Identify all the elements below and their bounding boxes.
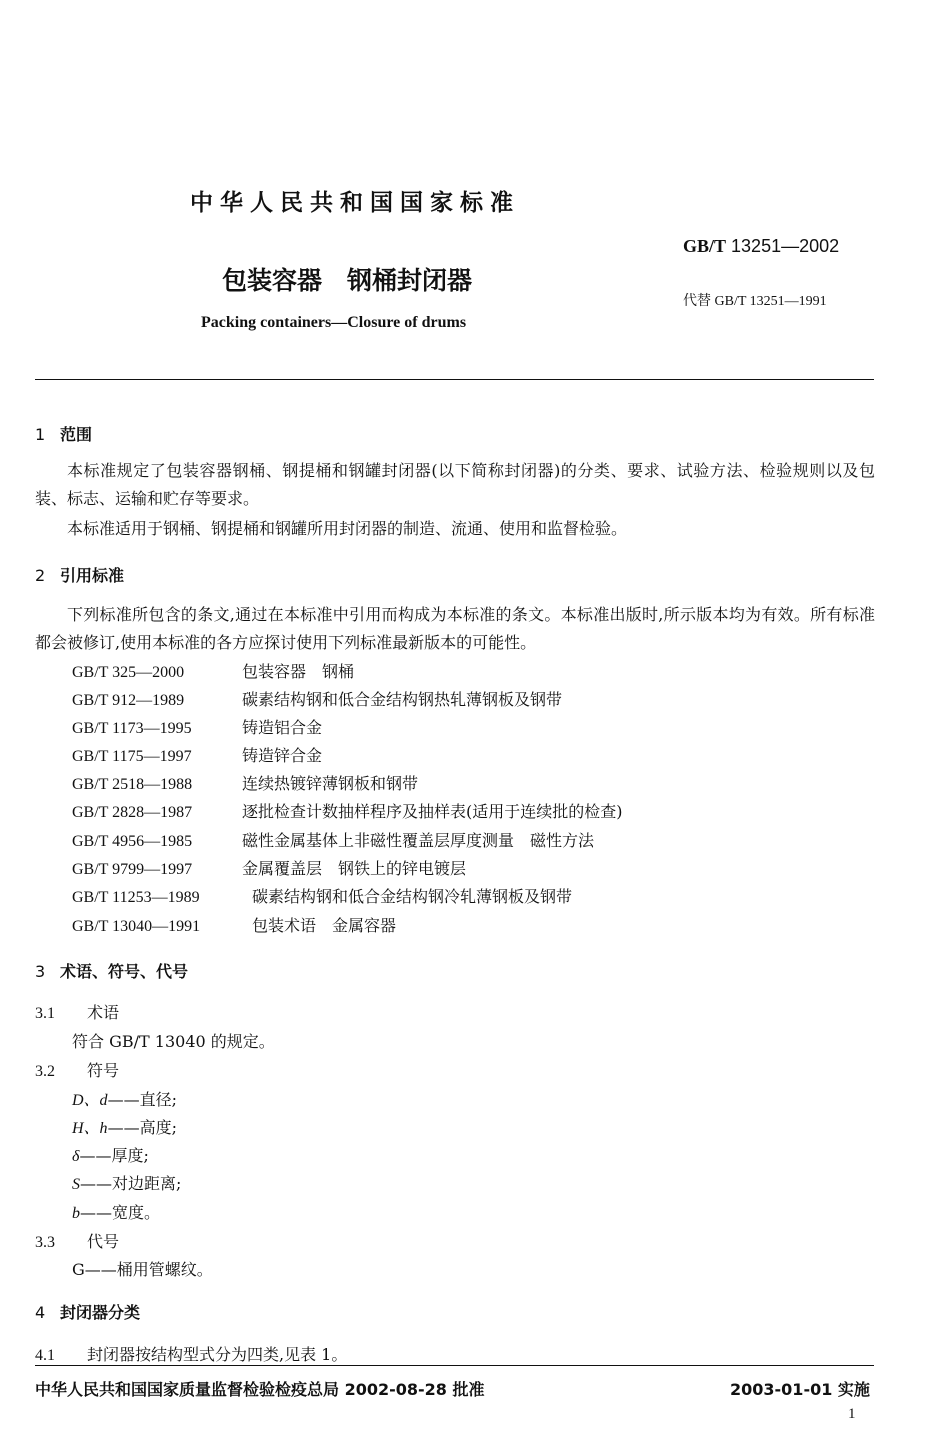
ref-title: 逐批检查计数抽样程序及抽样表(适用于连续批的检查)	[242, 802, 623, 821]
symbol-item	[72, 1143, 149, 1166]
ref-code: GB/T 2828—1987	[72, 804, 193, 821]
reference-item	[72, 771, 418, 794]
ref-title: 铸造锌合金	[242, 746, 323, 765]
national-standard-heading: 中华人民共和国国家标准	[190, 190, 520, 216]
subsection-title: 符号	[87, 1061, 120, 1080]
footer-divider	[35, 1365, 874, 1366]
ref-code: GB/T 9799—1997	[72, 861, 193, 878]
section-title: 术语、符号、代号	[60, 962, 189, 981]
symbol: D、d	[72, 1092, 108, 1109]
subsection-text: 封闭器按结构型式分为四类,见表 1。	[87, 1345, 348, 1364]
ref-code: GB/T 1173—1995	[72, 720, 192, 737]
section-title: 引用标准	[60, 566, 125, 585]
section-title: 范围	[60, 425, 93, 444]
approval-authority: 中华人民共和国国家质量监督检验检疫总局 2002-08-28 批准	[35, 1380, 485, 1399]
ref-code: GB/T 325—2000	[72, 664, 185, 681]
ref-title: 铸造铝合金	[242, 718, 323, 737]
subsection-number: 3.2	[35, 1063, 55, 1080]
symbol-item	[72, 1087, 177, 1110]
section-number: 2	[35, 566, 46, 585]
terms-text: 符合 GB/T 13040 的规定。	[72, 1032, 275, 1051]
ref-title: 碳素结构钢和低合金结构钢冷轧薄钢板及钢带	[252, 887, 573, 906]
ref-title: 连续热镀锌薄钢板和钢带	[242, 774, 419, 793]
replaces-standard: 代替 GB/T 13251—1991	[683, 294, 827, 309]
section-4-heading	[35, 1300, 140, 1323]
symbol-definition: ——对边距离;	[80, 1174, 182, 1193]
symbol-definition: ——高度;	[107, 1118, 177, 1137]
ref-code: GB/T 912—1989	[72, 692, 185, 709]
subsection-number: 3.1	[35, 1005, 55, 1022]
reference-item	[72, 799, 623, 822]
reference-item	[72, 715, 322, 738]
subsection-3-1	[35, 1000, 119, 1023]
symbol: H、h	[72, 1120, 108, 1137]
section-number: 4	[35, 1303, 46, 1322]
ref-code: GB/T 4956—1985	[72, 833, 193, 850]
ref-title: 金属覆盖层 钢铁上的锌电镀层	[242, 859, 467, 878]
subsection-3-3	[35, 1229, 119, 1252]
section-2-paragraph: 下列标准所包含的条文,通过在本标准中引用而构成为本标准的条文。本标准出版时,所示版本均为有效。所有标准都会被修订,使用本标准的各方应探讨使用下列标准最新版本的可能性。	[35, 605, 875, 652]
ref-title: 包装术语 金属容器	[252, 916, 397, 935]
symbol-definition: ——直径;	[107, 1090, 177, 1109]
header-divider	[35, 379, 874, 380]
subsection-title: 术语	[87, 1003, 120, 1022]
symbol: δ	[72, 1148, 80, 1165]
section-2-heading	[35, 563, 124, 586]
ref-code: GB/T 1175—1997	[72, 748, 192, 765]
ref-title: 包装容器 钢桶	[242, 662, 355, 681]
standard-number-value: 13251—2002	[731, 236, 840, 256]
title-english: Packing containers—Closure of drums	[201, 314, 467, 331]
reference-item	[72, 856, 466, 879]
ref-code: GB/T 13040—1991	[72, 918, 201, 935]
symbol-item	[72, 1200, 160, 1223]
reference-item	[72, 743, 322, 766]
implementation-date: 2003-01-01 实施	[730, 1380, 870, 1399]
ref-code: GB/T 11253—1989	[72, 889, 200, 906]
symbol-definition: ——宽度。	[80, 1203, 161, 1222]
code-definition: G——桶用管螺纹。	[72, 1260, 213, 1279]
standard-number	[683, 236, 839, 257]
section-number: 1	[35, 425, 46, 444]
page-number: 1	[848, 1406, 856, 1422]
reference-item	[72, 687, 562, 710]
standard-prefix: GB/T	[683, 236, 727, 256]
symbol-item	[72, 1171, 181, 1194]
symbol-definition: ——厚度;	[79, 1146, 149, 1165]
symbol-item	[72, 1115, 177, 1138]
ref-title: 磁性金属基体上非磁性覆盖层厚度测量 磁性方法	[242, 831, 595, 850]
reference-item	[72, 884, 572, 907]
title-chinese: 包装容器 钢桶封闭器	[222, 266, 473, 295]
subsection-number: 3.3	[35, 1234, 55, 1251]
section-3-heading	[35, 959, 188, 982]
subsection-number: 4.1	[35, 1347, 55, 1364]
reference-item	[72, 913, 396, 936]
subsection-3-2	[35, 1058, 119, 1081]
symbol: b	[72, 1205, 80, 1222]
reference-item	[72, 659, 354, 682]
section-title: 封闭器分类	[60, 1303, 141, 1322]
subsection-title: 代号	[87, 1232, 120, 1251]
ref-title: 碳素结构钢和低合金结构钢热轧薄钢板及钢带	[242, 690, 563, 709]
section-1-paragraph-1: 本标准规定了包装容器钢桶、钢提桶和钢罐封闭器(以下简称封闭器)的分类、要求、试验方法、检验规则以及包装、标志、运输和贮存等要求。	[35, 461, 875, 508]
reference-item	[72, 828, 594, 851]
section-1-heading	[35, 422, 92, 445]
section-number: 3	[35, 962, 46, 981]
symbol: S	[72, 1176, 80, 1193]
subsection-4-1	[35, 1342, 347, 1365]
ref-code: GB/T 2518—1988	[72, 776, 193, 793]
section-1-paragraph-2: 本标准适用于钢桶、钢提桶和钢罐所用封闭器的制造、流通、使用和监督检验。	[67, 519, 628, 538]
